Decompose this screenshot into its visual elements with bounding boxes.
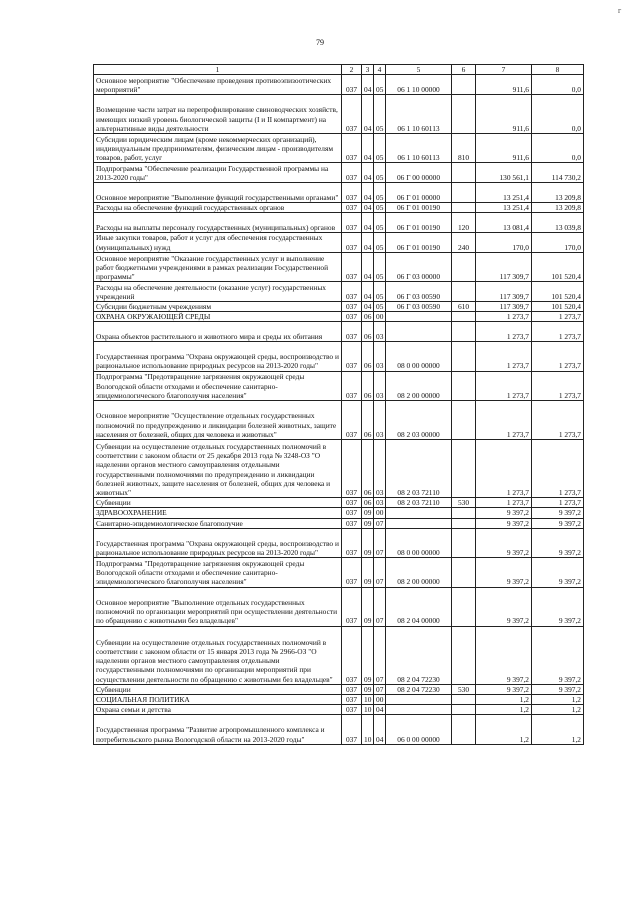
header-cell-5: 5 <box>386 65 452 75</box>
row-amount-year1-cell: 1 273,7 <box>476 322 532 342</box>
row-subsection-cell: 03 <box>374 400 386 439</box>
row-target-article-cell: 06 Г 03 00590 <box>386 282 452 302</box>
row-target-article-cell <box>386 508 452 518</box>
table-row <box>94 528 584 557</box>
row-subsection-cell: 05 <box>374 163 386 183</box>
row-target-article-cell: 08 2 00 00000 <box>386 371 452 400</box>
row-subsection-cell: 05 <box>374 213 386 233</box>
header-cell-7: 7 <box>476 65 532 75</box>
row-expense-type-cell: 530 <box>452 684 476 694</box>
row-amount-year1-cell: 1,2 <box>476 705 532 715</box>
header-cell-6: 6 <box>452 65 476 75</box>
table-row <box>94 518 584 528</box>
row-expense-type-cell: 810 <box>452 134 476 163</box>
row-amount-year1-cell: 1,2 <box>476 694 532 704</box>
row-expense-type-cell <box>452 163 476 183</box>
row-amount-year2-cell: 101 520,4 <box>532 282 584 302</box>
row-amount-year1-cell: 9 397,2 <box>476 558 532 587</box>
row-subsection-cell: 03 <box>374 439 386 497</box>
table-row <box>94 400 584 439</box>
row-amount-year2-cell: 9 397,2 <box>532 518 584 528</box>
row-subsection-cell: 07 <box>374 518 386 528</box>
row-target-article-cell: 08 2 03 72110 <box>386 439 452 497</box>
row-expense-type-cell <box>452 587 476 626</box>
row-expense-type-cell: 120 <box>452 213 476 233</box>
row-target-article-cell: 08 2 03 72110 <box>386 498 452 508</box>
row-amount-year2-cell: 1 273,7 <box>532 498 584 508</box>
table-row <box>94 342 584 371</box>
row-expense-type-cell: 530 <box>452 498 476 508</box>
row-name-cell: Субвенции на осуществление отдельных государственных полномочий в соответствии с законом области от 15 января 2013 года № 2966-ОЗ "О наделении органов местного самоуправления отдельными государственными полномочиями по организации мероприятий при осуществлении деятельности по обращению с животными без владельцев" <box>94 626 342 684</box>
table-row <box>94 134 584 163</box>
row-section-cell: 04 <box>362 183 374 203</box>
row-amount-year2-cell: 0,0 <box>532 134 584 163</box>
row-name-cell: Расходы на обеспечение функций государственных органов <box>94 202 342 212</box>
row-target-article-cell: 08 0 00 00000 <box>386 528 452 557</box>
row-amount-year2-cell: 1,2 <box>532 715 584 744</box>
row-amount-year1-cell: 170,0 <box>476 232 532 252</box>
row-section-cell: 06 <box>362 322 374 342</box>
table-row <box>94 312 584 322</box>
row-section-cell: 06 <box>362 312 374 322</box>
row-name-cell: Иные закупки товаров, работ и услуг для обеспечения государственных (муниципальных) нужд <box>94 232 342 252</box>
row-expense-type-cell <box>452 694 476 704</box>
row-expense-type-cell <box>452 252 476 281</box>
row-name-cell: Основное мероприятие "Обеспечение проведения противоэпизоотических мероприятий" <box>94 75 342 95</box>
row-subsection-cell: 04 <box>374 705 386 715</box>
row-expense-type-cell <box>452 95 476 134</box>
row-subsection-cell: 00 <box>374 508 386 518</box>
row-subsection-cell: 04 <box>374 715 386 744</box>
row-subsection-cell: 05 <box>374 183 386 203</box>
row-admin-code-cell: 037 <box>342 684 362 694</box>
row-section-cell: 04 <box>362 252 374 281</box>
row-expense-type-cell <box>452 528 476 557</box>
row-subsection-cell: 03 <box>374 498 386 508</box>
row-expense-type-cell: 610 <box>452 301 476 311</box>
row-admin-code-cell: 037 <box>342 75 362 95</box>
row-amount-year2-cell: 9 397,2 <box>532 587 584 626</box>
row-amount-year1-cell: 130 561,1 <box>476 163 532 183</box>
row-section-cell: 06 <box>362 371 374 400</box>
row-target-article-cell: 06 1 10 60113 <box>386 134 452 163</box>
row-amount-year2-cell: 9 397,2 <box>532 508 584 518</box>
row-amount-year1-cell: 117 309,7 <box>476 301 532 311</box>
row-section-cell: 04 <box>362 202 374 212</box>
row-target-article-cell <box>386 705 452 715</box>
row-admin-code-cell: 037 <box>342 694 362 704</box>
row-name-cell: Основное мероприятие "Выполнение отдельных государственных полномочий по организации мероприятий при осуществлении деятельности по обращению с животными без владельцев" <box>94 587 342 626</box>
row-amount-year2-cell: 101 520,4 <box>532 252 584 281</box>
table-row <box>94 75 584 95</box>
row-expense-type-cell <box>452 626 476 684</box>
table-row <box>94 95 584 134</box>
row-expense-type-cell <box>452 202 476 212</box>
row-subsection-cell: 05 <box>374 252 386 281</box>
row-amount-year2-cell: 1 273,7 <box>532 439 584 497</box>
row-target-article-cell <box>386 694 452 704</box>
row-subsection-cell: 07 <box>374 626 386 684</box>
header-cell-3: 3 <box>362 65 374 75</box>
header-cell-8: 8 <box>532 65 584 75</box>
row-amount-year1-cell: 1 273,7 <box>476 400 532 439</box>
row-section-cell: 04 <box>362 95 374 134</box>
row-amount-year1-cell: 13 081,4 <box>476 213 532 233</box>
row-section-cell: 04 <box>362 134 374 163</box>
row-amount-year1-cell: 1 273,7 <box>476 498 532 508</box>
row-amount-year1-cell: 13 251,4 <box>476 183 532 203</box>
row-section-cell: 09 <box>362 558 374 587</box>
row-admin-code-cell: 037 <box>342 282 362 302</box>
row-admin-code-cell: 037 <box>342 528 362 557</box>
row-name-cell: Субвенции на осуществление отдельных государственных полномочий в соответствии с законом области от 25 декабря 2013 года № 3248-ОЗ "О наделении органов местного самоуправления отдельными государственными полномочиями по предупреждению и ликвидации болезней животных, защите населения от болезней, общих для человека и животных" <box>94 439 342 497</box>
row-admin-code-cell: 037 <box>342 183 362 203</box>
row-name-cell: Субвенции <box>94 498 342 508</box>
row-admin-code-cell: 037 <box>342 213 362 233</box>
row-section-cell: 09 <box>362 587 374 626</box>
row-section-cell: 10 <box>362 705 374 715</box>
row-section-cell: 06 <box>362 342 374 371</box>
row-section-cell: 06 <box>362 439 374 497</box>
row-admin-code-cell: 037 <box>342 508 362 518</box>
row-name-cell: Подпрограмма "Предотвращение загрязнения окружающей среды Вологодской области отходами и обеспечение санитарно-эпидемиологического благополучия населения" <box>94 558 342 587</box>
row-section-cell: 09 <box>362 684 374 694</box>
row-target-article-cell: 06 Г 03 00590 <box>386 301 452 311</box>
row-name-cell: Подпрограмма "Предотвращение загрязнения окружающей среды Вологодской области отходами и обеспечение санитарно-эпидемиологического благополучия населения" <box>94 371 342 400</box>
row-admin-code-cell: 037 <box>342 95 362 134</box>
row-expense-type-cell: 240 <box>452 232 476 252</box>
row-section-cell: 04 <box>362 232 374 252</box>
table-row <box>94 213 584 233</box>
row-target-article-cell <box>386 322 452 342</box>
row-admin-code-cell: 037 <box>342 626 362 684</box>
row-amount-year1-cell: 911,6 <box>476 95 532 134</box>
table-row <box>94 715 584 744</box>
row-admin-code-cell: 037 <box>342 163 362 183</box>
row-subsection-cell: 00 <box>374 694 386 704</box>
row-subsection-cell: 05 <box>374 301 386 311</box>
row-amount-year2-cell: 9 397,2 <box>532 626 584 684</box>
row-amount-year2-cell: 0,0 <box>532 75 584 95</box>
row-amount-year2-cell: 1 273,7 <box>532 400 584 439</box>
row-name-cell: Санитарно-эпидемиологическое благополучие <box>94 518 342 528</box>
row-expense-type-cell <box>452 400 476 439</box>
row-subsection-cell: 05 <box>374 232 386 252</box>
table-row <box>94 626 584 684</box>
row-name-cell: Государственная программа "Охрана окружающей среды, воспроизводство и рациональное использование природных ресурсов на 2013-2020 годы" <box>94 528 342 557</box>
row-name-cell: Субвенции <box>94 684 342 694</box>
row-amount-year2-cell: 101 520,4 <box>532 301 584 311</box>
table-row <box>94 202 584 212</box>
row-expense-type-cell <box>452 282 476 302</box>
row-name-cell: Подпрограмма "Обеспечение реализации Государственной программы на 2013-2020 годы" <box>94 163 342 183</box>
row-expense-type-cell <box>452 183 476 203</box>
row-amount-year1-cell: 1 273,7 <box>476 371 532 400</box>
row-amount-year1-cell: 9 397,2 <box>476 528 532 557</box>
row-section-cell: 04 <box>362 282 374 302</box>
row-amount-year1-cell: 117 309,7 <box>476 252 532 281</box>
row-target-article-cell: 06 Г 01 00190 <box>386 202 452 212</box>
row-amount-year1-cell: 9 397,2 <box>476 508 532 518</box>
row-admin-code-cell: 037 <box>342 558 362 587</box>
row-admin-code-cell: 037 <box>342 439 362 497</box>
row-admin-code-cell: 037 <box>342 134 362 163</box>
row-admin-code-cell: 037 <box>342 371 362 400</box>
row-amount-year1-cell: 9 397,2 <box>476 626 532 684</box>
row-expense-type-cell <box>452 558 476 587</box>
row-expense-type-cell <box>452 75 476 95</box>
row-target-article-cell <box>386 312 452 322</box>
row-admin-code-cell: 037 <box>342 322 362 342</box>
row-name-cell: Основное мероприятие "Осуществление отдельных государственных полномочий по предупреждению и ликвидации болезней животных, защите населения от болезней, общих для человека и животных" <box>94 400 342 439</box>
row-expense-type-cell <box>452 312 476 322</box>
row-section-cell: 09 <box>362 528 374 557</box>
table-row <box>94 163 584 183</box>
row-expense-type-cell <box>452 705 476 715</box>
row-section-cell: 09 <box>362 508 374 518</box>
row-admin-code-cell: 037 <box>342 400 362 439</box>
row-name-cell: СОЦИАЛЬНАЯ ПОЛИТИКА <box>94 694 342 704</box>
budget-table <box>93 64 584 745</box>
row-admin-code-cell: 037 <box>342 202 362 212</box>
row-target-article-cell: 06 Г 01 00000 <box>386 183 452 203</box>
row-expense-type-cell <box>452 518 476 528</box>
table-row <box>94 322 584 342</box>
row-name-cell: Основное мероприятие "Оказание государственных услуг и выполнение работ бюджетными учреждениями в рамках реализации Государственной программы" <box>94 252 342 281</box>
row-amount-year1-cell: 1 273,7 <box>476 342 532 371</box>
table-body <box>94 75 584 745</box>
row-name-cell: ОХРАНА ОКРУЖАЮЩЕЙ СРЕДЫ <box>94 312 342 322</box>
row-target-article-cell: 08 2 04 72230 <box>386 626 452 684</box>
row-subsection-cell: 03 <box>374 322 386 342</box>
row-subsection-cell: 07 <box>374 558 386 587</box>
row-name-cell: ЗДРАВООХРАНЕНИЕ <box>94 508 342 518</box>
table-row <box>94 498 584 508</box>
row-target-article-cell: 06 0 00 00000 <box>386 715 452 744</box>
table-row <box>94 232 584 252</box>
table-row <box>94 183 584 203</box>
row-amount-year2-cell: 170,0 <box>532 232 584 252</box>
table-row <box>94 301 584 311</box>
row-amount-year1-cell: 1,2 <box>476 715 532 744</box>
row-amount-year2-cell: 9 397,2 <box>532 684 584 694</box>
row-target-article-cell: 08 0 00 00000 <box>386 342 452 371</box>
table-row <box>94 371 584 400</box>
row-subsection-cell: 03 <box>374 342 386 371</box>
row-subsection-cell: 00 <box>374 312 386 322</box>
row-amount-year1-cell: 9 397,2 <box>476 684 532 694</box>
row-target-article-cell: 06 1 10 00000 <box>386 75 452 95</box>
row-admin-code-cell: 037 <box>342 342 362 371</box>
row-target-article-cell: 08 2 04 00000 <box>386 587 452 626</box>
row-expense-type-cell <box>452 371 476 400</box>
row-admin-code-cell: 037 <box>342 232 362 252</box>
row-section-cell: 09 <box>362 626 374 684</box>
table-row <box>94 694 584 704</box>
row-target-article-cell: 06 Г 03 00000 <box>386 252 452 281</box>
row-expense-type-cell <box>452 322 476 342</box>
row-amount-year2-cell: 1 273,7 <box>532 312 584 322</box>
row-subsection-cell: 07 <box>374 587 386 626</box>
row-section-cell: 06 <box>362 498 374 508</box>
table-row <box>94 508 584 518</box>
row-amount-year2-cell: 0,0 <box>532 95 584 134</box>
row-amount-year2-cell: 1,2 <box>532 694 584 704</box>
row-target-article-cell <box>386 518 452 528</box>
row-name-cell: Государственная программа "Развитие агропромышленного комплекса и потребительского рынка Вологодской области на 2013-2020 годы" <box>94 715 342 744</box>
row-name-cell: Возмещение части затрат на перепрофилирование свиноводческих хозяйств, имеющих низкий уровень биологической защиты (I и II компартмент) на альтернативные виды деятельности <box>94 95 342 134</box>
row-target-article-cell: 06 Г 01 00190 <box>386 232 452 252</box>
row-target-article-cell: 06 1 10 60113 <box>386 95 452 134</box>
row-amount-year2-cell: 1 273,7 <box>532 322 584 342</box>
row-section-cell: 04 <box>362 301 374 311</box>
row-section-cell: 10 <box>362 694 374 704</box>
row-name-cell: Основное мероприятие "Выполнение функций государственными органами" <box>94 183 342 203</box>
header-cell-2: 2 <box>342 65 362 75</box>
row-amount-year2-cell: 1 273,7 <box>532 371 584 400</box>
row-amount-year1-cell: 117 309,7 <box>476 282 532 302</box>
row-subsection-cell: 05 <box>374 75 386 95</box>
table-row <box>94 252 584 281</box>
row-admin-code-cell: 037 <box>342 587 362 626</box>
row-subsection-cell: 05 <box>374 202 386 212</box>
header-cell-name: 1 <box>94 65 342 75</box>
row-expense-type-cell <box>452 439 476 497</box>
row-subsection-cell: 03 <box>374 371 386 400</box>
row-section-cell: 09 <box>362 518 374 528</box>
table-row <box>94 705 584 715</box>
table-row <box>94 282 584 302</box>
row-target-article-cell: 08 2 03 00000 <box>386 400 452 439</box>
table-row <box>94 684 584 694</box>
row-subsection-cell: 07 <box>374 528 386 557</box>
row-amount-year1-cell: 1 273,7 <box>476 312 532 322</box>
row-amount-year1-cell: 911,6 <box>476 134 532 163</box>
row-amount-year2-cell: 13 039,8 <box>532 213 584 233</box>
row-amount-year1-cell: 13 251,4 <box>476 202 532 212</box>
row-target-article-cell: 08 2 04 72230 <box>386 684 452 694</box>
row-amount-year1-cell: 911,6 <box>476 75 532 95</box>
row-amount-year1-cell: 9 397,2 <box>476 587 532 626</box>
row-expense-type-cell <box>452 508 476 518</box>
row-section-cell: 04 <box>362 213 374 233</box>
row-amount-year2-cell: 9 397,2 <box>532 528 584 557</box>
row-section-cell: 04 <box>362 75 374 95</box>
row-name-cell: Расходы на выплаты персоналу государственных (муниципальных) органов <box>94 213 342 233</box>
row-name-cell: Государственная программа "Охрана окружающей среды, воспроизводство и рациональное использование природных ресурсов на 2013-2020 годы" <box>94 342 342 371</box>
row-target-article-cell: 06 Г 00 00000 <box>386 163 452 183</box>
row-section-cell: 06 <box>362 400 374 439</box>
row-name-cell: Субсидии юридическим лицам (кроме некоммерческих организаций), индивидуальным предпринимателям, физическим лицам - производителям товаров, работ, услуг <box>94 134 342 163</box>
row-admin-code-cell: 037 <box>342 312 362 322</box>
corner-mark: г <box>618 6 622 15</box>
row-admin-code-cell: 037 <box>342 252 362 281</box>
row-subsection-cell: 05 <box>374 282 386 302</box>
row-expense-type-cell <box>452 342 476 371</box>
row-amount-year1-cell: 1 273,7 <box>476 439 532 497</box>
row-subsection-cell: 05 <box>374 95 386 134</box>
row-name-cell: Расходы на обеспечение деятельности (оказание услуг) государственных учреждений <box>94 282 342 302</box>
row-admin-code-cell: 037 <box>342 705 362 715</box>
row-admin-code-cell: 037 <box>342 498 362 508</box>
row-admin-code-cell: 037 <box>342 518 362 528</box>
header-row <box>94 65 584 75</box>
row-admin-code-cell: 037 <box>342 301 362 311</box>
row-amount-year2-cell: 13 209,8 <box>532 202 584 212</box>
row-subsection-cell: 05 <box>374 134 386 163</box>
row-amount-year2-cell: 13 209,8 <box>532 183 584 203</box>
row-section-cell: 10 <box>362 715 374 744</box>
page-number: 79 <box>316 38 324 47</box>
row-name-cell: Охрана объектов растительного и животного мира и среды их обитания <box>94 322 342 342</box>
header-cell-4: 4 <box>374 65 386 75</box>
row-amount-year2-cell: 1 273,7 <box>532 342 584 371</box>
row-expense-type-cell <box>452 715 476 744</box>
row-name-cell: Субсидии бюджетным учреждениям <box>94 301 342 311</box>
row-target-article-cell: 08 2 00 00000 <box>386 558 452 587</box>
row-target-article-cell: 06 Г 01 00190 <box>386 213 452 233</box>
row-amount-year2-cell: 9 397,2 <box>532 558 584 587</box>
table-row <box>94 439 584 497</box>
row-amount-year2-cell: 1,2 <box>532 705 584 715</box>
row-amount-year1-cell: 9 397,2 <box>476 518 532 528</box>
table-row <box>94 587 584 626</box>
table-row <box>94 558 584 587</box>
row-subsection-cell: 07 <box>374 684 386 694</box>
row-name-cell: Охрана семьи и детства <box>94 705 342 715</box>
row-admin-code-cell: 037 <box>342 715 362 744</box>
row-section-cell: 04 <box>362 163 374 183</box>
row-amount-year2-cell: 114 730,2 <box>532 163 584 183</box>
